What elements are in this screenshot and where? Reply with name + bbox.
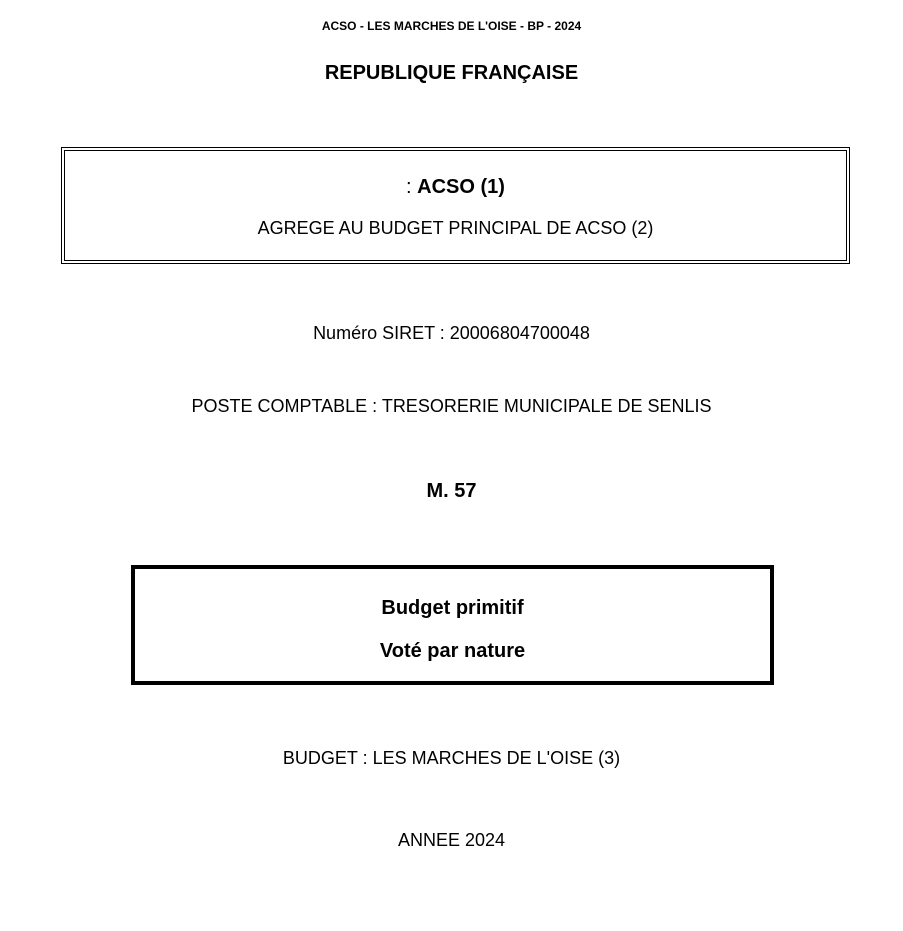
entity-line <box>65 176 846 199</box>
entity-prefix: : <box>406 176 418 198</box>
budget-type: Budget primitif <box>381 597 524 619</box>
siret-number: Numéro SIRET : 20006804700048 <box>313 323 590 343</box>
budget-year: ANNEE 2024 <box>397 830 506 850</box>
budget-name: BUDGET : LES MARCHES DE L'OISE (3) <box>282 748 621 768</box>
entity-box <box>61 147 850 264</box>
aggregation-line: AGREGE AU BUDGET PRINCIPAL DE ACSO (2) <box>257 218 654 238</box>
nomenclature: M. 57 <box>426 480 477 502</box>
poste-comptable: POSTE COMPTABLE : TRESORERIE MUNICIPALE DE SENLIS <box>191 396 712 416</box>
entity-name: ACSO (1) <box>417 176 505 198</box>
budget-type-box <box>131 565 774 685</box>
running-header: ACSO - LES MARCHES DE L'OISE - BP - 2024 <box>321 19 582 33</box>
vote-mode: Voté par nature <box>379 640 526 662</box>
republic-title: REPUBLIQUE FRANÇAISE <box>324 62 579 84</box>
